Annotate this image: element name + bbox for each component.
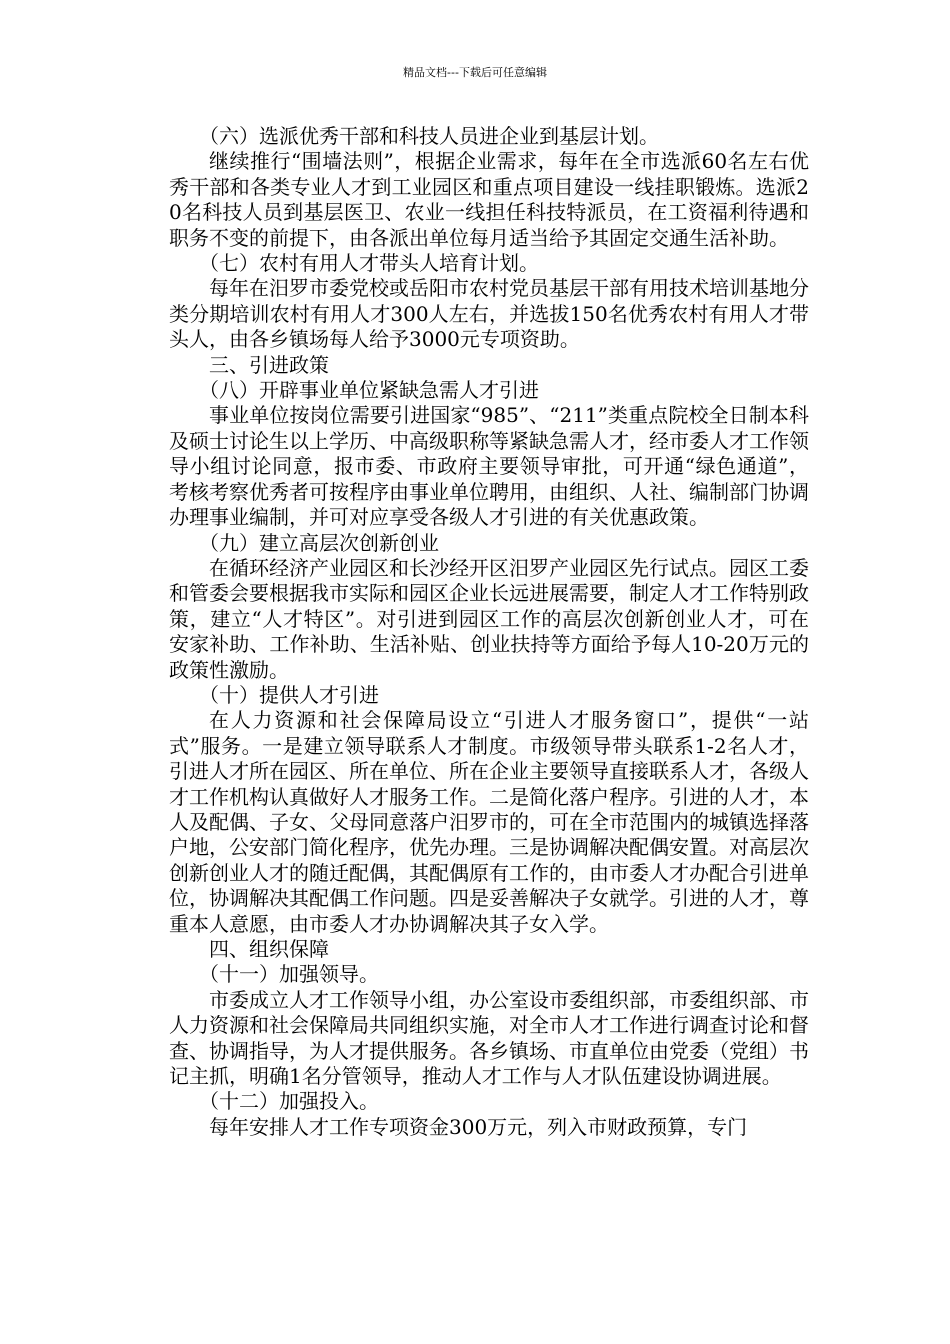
document-body xyxy=(169,124,809,1140)
chapter-heading: 四、组织保障 xyxy=(209,937,329,961)
section-heading: （七）农村有用人才带头人培育计划。 xyxy=(199,251,539,276)
section-heading: （十二）加强投入。 xyxy=(199,1089,379,1114)
chapter-heading: 三、引进政策 xyxy=(209,352,329,377)
body-paragraph: 市委成立人才工作领导小组，办公室设市委组织部，市委组织部、市人力资源和社会保障局共同组织实施，对全市人才工作进行调查讨论和督查、协调指导，为人才提供服务。各乡镇场、市直单位由党委（党组）书记主抓，明确1名分管领导，推动人才工作与人才队伍建设协调进展。 xyxy=(169,987,809,1089)
body-paragraph: 在循环经济产业园区和长沙经开区汨罗产业园区先行试点。园区工委和管委会要根据我市实际和园区企业长远进展需要，制定人才工作特别政策，建立“人才特区”。对引进到园区工作的高层次创新创业人才，可在安家补助、工作补助、生活补贴、创业扶持等方面给予每人10-20万元的政策性激励。 xyxy=(169,555,809,682)
body-paragraph: 每年在汨罗市委党校或岳阳市农村党员基层干部有用技术培训基地分类分期培训农村有用人才300人左右，并选拔150名优秀农村有用人才带头人，由各乡镇场每人给予3000元专项资助。 xyxy=(169,276,809,352)
body-paragraph: 在人力资源和社会保障局设立“引进人才服务窗口”，提供“一站式”服务。一是建立领导联系人才制度。市级领导带头联系1-2名人才，引进人才所在园区、所在单位、所在企业主要领导直接联系人才，各级人才工作机构认真做好人才服务工作。二是简化落户程序。引进的人才，本人及配偶、子女、父母同意落户汨罗市的，可在全市范围内的城镇选择落户地，公安部门简化程序，优先办理。三是协调解决配偶安置。对高层次创新创业人才的随迁配偶，其配偶原有工作的，由市委人才办配合引进单位，协调解决其配偶工作问题。四是妥善解决子女就学。引进的人才，尊重本人意愿，由市委人才办协调解决其子女入学。 xyxy=(169,708,809,936)
section-heading: （十一）加强领导。 xyxy=(199,962,379,987)
section-heading: （八）开辟事业单位紧缺急需人才引进 xyxy=(199,378,539,403)
section-heading: （六）选派优秀干部和科技人员进企业到基层计划。 xyxy=(199,124,659,148)
body-paragraph: 继续推行“围墙法则”，根据企业需求，每年在全市选派60名左右优秀干部和各类专业人才到工业园区和重点项目建设一线挂职锻炼。选派20名科技人员到基层医卫、农业一线担任科技特派员，在工资福利待遇和职务不变的前提下，由各派出单位每月适当给予其固定交通生活补助。 xyxy=(169,149,809,250)
section-heading: （十）提供人才引进 xyxy=(199,682,379,707)
body-paragraph: 每年安排人才工作专项资金300万元，列入市财政预算，专门 xyxy=(209,1114,748,1139)
body-paragraph: 事业单位按岗位需要引进国家“985”、“211”类重点院校全日制本科及硕士讨论生以上学历、中高级职称等紧缺急需人才，经市委人才工作领导小组讨论同意，报市委、市政府主要领导审批，可开通“绿色通道”，考核考察优秀者可按程序由事业单位聘用，由组织、人社、编制部门协调办理事业编制，并可对应享受各级人才引进的有关优惠政策。 xyxy=(169,403,809,530)
page-header: 精品文档---下载后可任意编辑 xyxy=(403,66,547,79)
section-heading: （九）建立高层次创新创业 xyxy=(199,530,439,555)
